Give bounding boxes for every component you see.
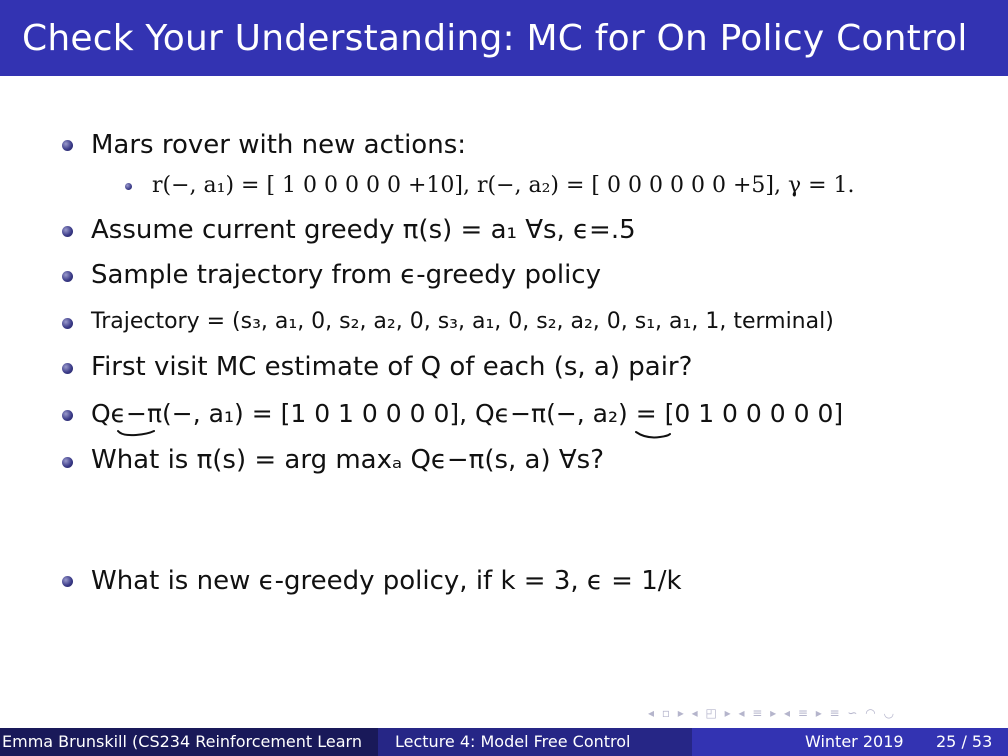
bullet-marker [62, 576, 73, 587]
footer-page-number: 25 / 53 [936, 732, 993, 751]
bullet-marker [62, 226, 73, 237]
bullet-marker [62, 318, 73, 329]
sub-bullet-rewards: r(−, a₁) = [ 1 0 0 0 0 0 +10], r(−, a₂) = [ 0 0 0 0 0 0 +5], γ = 1. [152, 173, 855, 198]
bullet-trajectory: Trajectory = (s₃, a₁, 0, s₂, a₂, 0, s₃, a₁, 0, s₂, a₂, 0, s₁, a₁, 1, terminal) [91, 309, 834, 334]
title-bar [0, 0, 1008, 76]
bullet-argmax-policy: What is π(s) = arg maxₐ Qϵ−π(s, a) ∀s? [91, 445, 605, 475]
footer-lecture [378, 728, 692, 756]
bullet-marker [62, 457, 73, 468]
bullet-q-estimates: Qϵ−π(−, a₁) = [1 0 1 0 0 0 0], Qϵ−π(−, a₂) = [0 1 0 0 0 0 0] [91, 399, 844, 428]
footer-lecture-text: Lecture 4: Model Free Control [395, 732, 631, 751]
slide-title: Check Your Understanding: MC for On Policy Control [22, 18, 968, 59]
bullet-mars-rover: Mars rover with new actions: [91, 130, 466, 160]
footer-bar [0, 728, 1008, 756]
bullet-greedy-policy: Assume current greedy π(s) = a₁ ∀s, ϵ=.5 [91, 215, 636, 245]
sub-bullet-marker [125, 183, 132, 190]
bullet-marker [62, 140, 73, 151]
bullet-marker [62, 410, 73, 421]
bullet-new-egreedy: What is new ϵ-greedy policy, if k = 3, ϵ = 1/k [91, 566, 682, 596]
bullet-marker [62, 363, 73, 374]
footer-date: Winter 2019 [805, 732, 904, 751]
footer-author [0, 728, 378, 756]
bullet-first-visit-mc: First visit MC estimate of Q of each (s, a) pair? [91, 352, 693, 382]
beamer-navigation-icons[interactable]: ◂ ▫ ▸ ◂ ◰ ▸ ◂ ≡ ▸ ◂ ≡ ▸ ≡ ∽ ◠ ◡ [648, 706, 897, 720]
bullet-marker [62, 271, 73, 282]
footer-right [692, 728, 1008, 756]
bullet-sample-trajectory: Sample trajectory from ϵ-greedy policy [91, 260, 601, 290]
footer-author-text: Emma Brunskill (CS234 Reinforcement Learn [2, 732, 362, 751]
